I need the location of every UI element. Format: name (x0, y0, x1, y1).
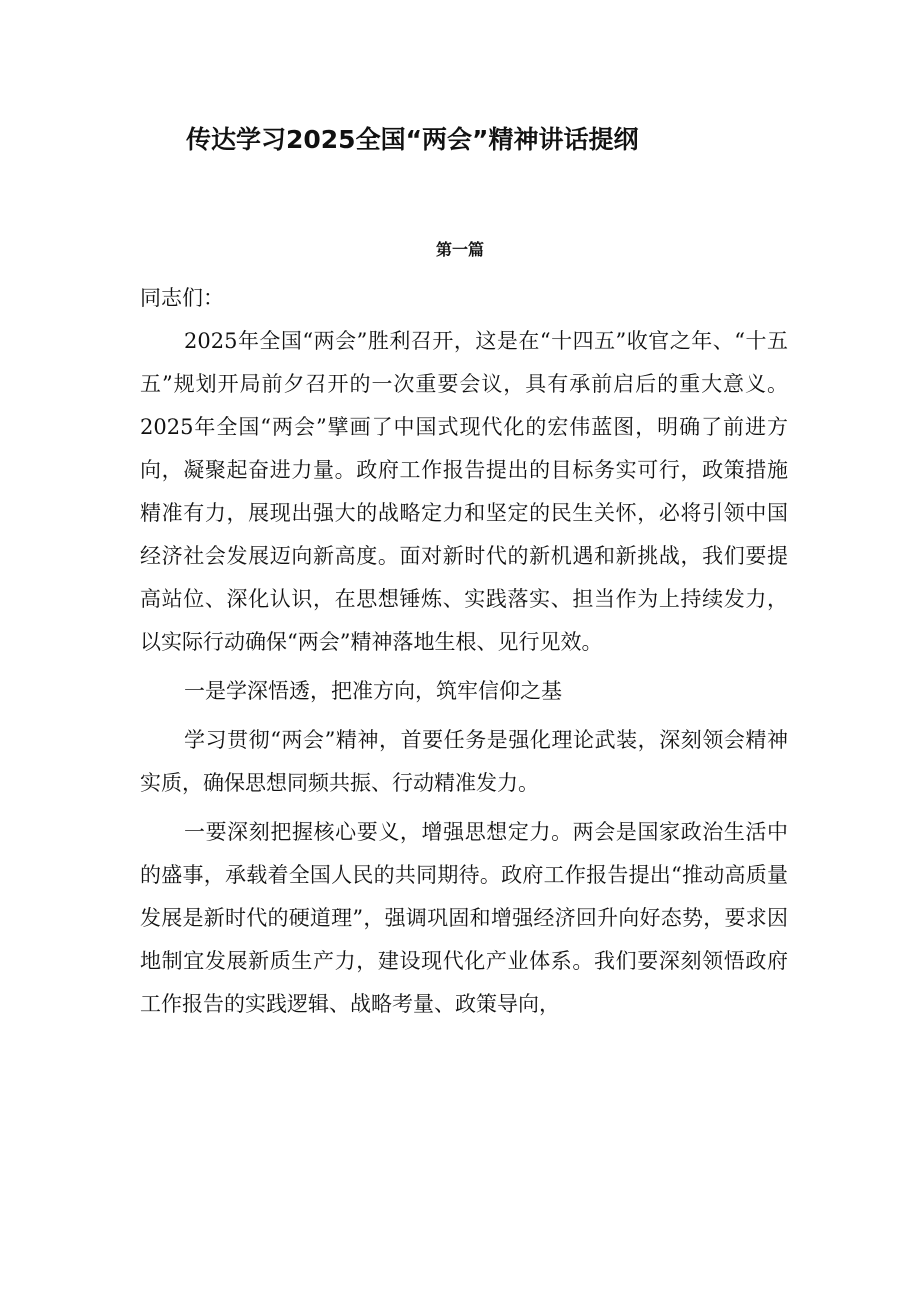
part-label: 第一篇 (435, 240, 484, 259)
paragraph-intro: 2025年全国“两会”胜利召开，这是在“十四五”收官之年、“十五五”规划开局前夕召开的一次重要会议，具有承前启后的重大意义。2025年全国“两会”擘画了中国式现代化的宏伟蓝图，明确了前进方向，凝聚起奋进力量。政府工作报告提出的目标务实可行，政策措施精准有力，展现出强大的战略定力和坚定的民生关怀，必将引领中国经济社会发展迈向新高度。面对新时代的新机遇和新挑战，我们要提高站位、深化认识，在思想锤炼、实践落实、担当作为上持续发力，以实际行动确保“两会”精神落地生根、见行见效。 (140, 329, 788, 654)
paragraph-study: 学习贯彻“两会”精神，首要任务是强化理论武装，深刻领会精神实质，确保思想同频共振、行动精准发力。 (140, 728, 788, 795)
document-title: 传达学习2025全国“两会”精神讲话提纲 (186, 125, 639, 154)
section-heading-1: 一是学深悟透，把准方向，筑牢信仰之基 (184, 679, 562, 703)
salutation: 同志们： (140, 286, 224, 310)
paragraph-core-essence: 一要深刻把握核心要义，增强思想定力。两会是国家政治生活中的盛事，承载着全国人民的共同期待。政府工作报告提出“推动高质量发展是新时代的硬道理”，强调巩固和增强经济回升向好态势，要求因地制宜发展新质生产力，建设现代化产业体系。我们要深刻领悟政府工作报告的实践逻辑、战略考量、政策导向， (140, 820, 788, 1016)
document-body (140, 277, 788, 1026)
